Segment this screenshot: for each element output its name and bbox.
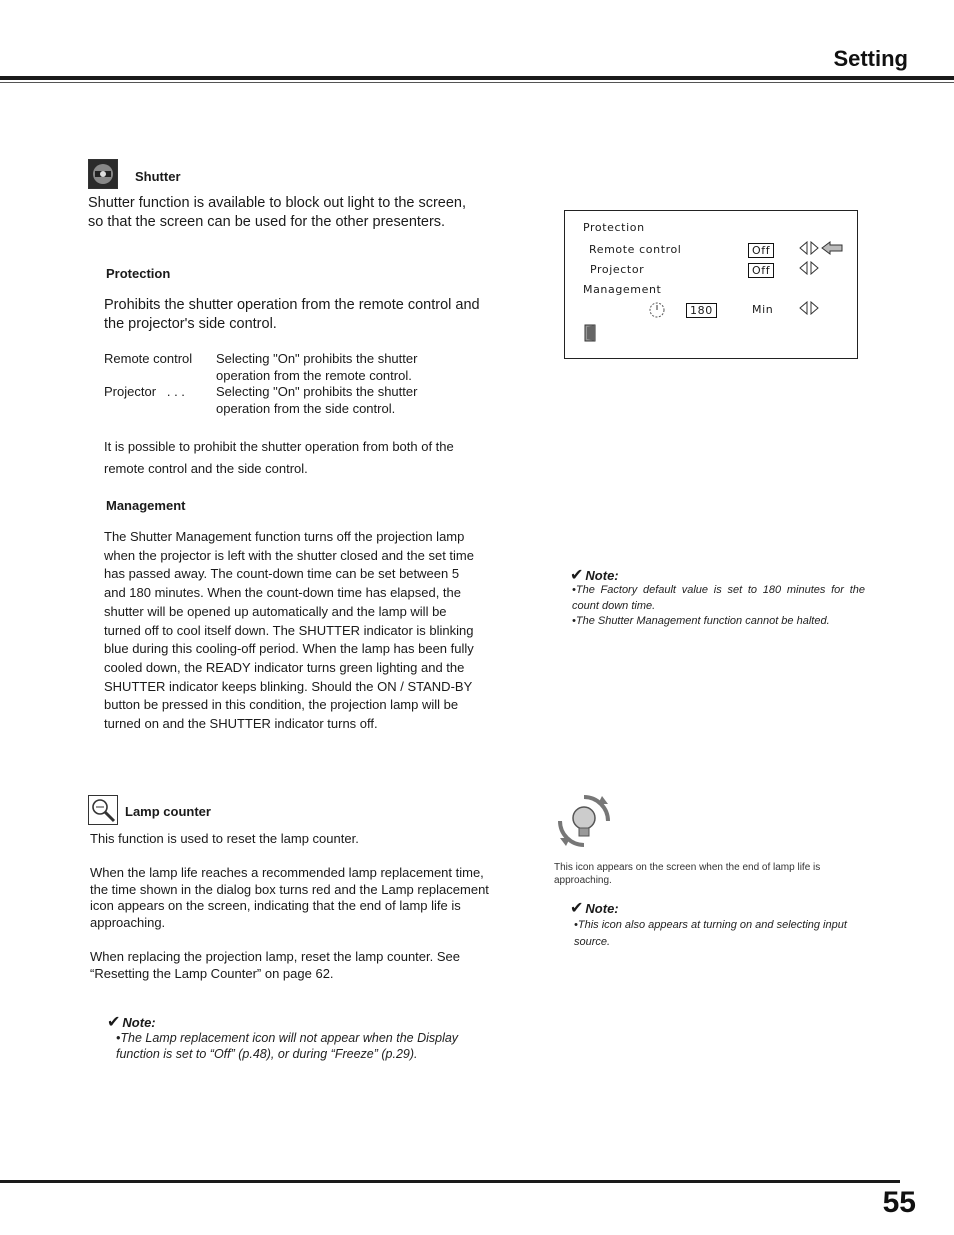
shutter-title: Shutter	[135, 169, 181, 184]
shutter-intro: Shutter function is available to block out light to the screen, so that the screen can be used for the other presenters.	[88, 195, 467, 230]
lamp-counter-icon	[88, 795, 118, 825]
lamp-icon-note-text: •This icon also appears at turning on and selecting input source.	[574, 919, 847, 948]
exit-door-icon[interactable]	[584, 324, 598, 345]
protection-item-remote-label: Remote control	[104, 351, 193, 366]
protection-item-projector-label: Projector . . .	[104, 384, 185, 399]
lamp-counter-p1: This function is used to reset the lamp counter.	[90, 831, 359, 846]
checkmark-icon: ✔	[570, 900, 584, 917]
lamp-counter-p3: When replacing the projection lamp, reset the lamp counter. See “Resetting the Lamp Counter” on page 62.	[90, 949, 460, 981]
footer-rule	[0, 1180, 900, 1183]
protection-title: Protection	[106, 266, 171, 281]
lamp-counter-title: Lamp counter	[125, 804, 211, 819]
lamp-note-heading: ✔ Note:	[107, 1014, 156, 1031]
menu-title: Protection	[583, 221, 645, 234]
menu-management-label: Management	[583, 283, 662, 296]
shutter-icon	[88, 159, 118, 189]
checkmark-icon: ✔	[570, 567, 584, 584]
menu-row-remote-value[interactable]: Off	[748, 243, 774, 258]
note-item: •The Shutter Management function cannot be halted.	[572, 615, 830, 627]
lamp-icon-note-heading: ✔ Note:	[570, 900, 619, 917]
page-number: 55	[882, 1186, 916, 1219]
menu-row-remote-label: Remote control	[589, 243, 682, 256]
lamp-icon-caption: This icon appears on the screen when the end of lamp life is approaching.	[554, 862, 821, 886]
lamp-replacement-icon	[555, 792, 613, 855]
menu-timer-value[interactable]: 180	[686, 303, 717, 318]
checkmark-icon: ✔	[107, 1014, 121, 1031]
protection-item-remote-text: Selecting "On" prohibits the shutter operation from the remote control.	[216, 351, 418, 383]
menu-row-projector-label: Projector	[590, 263, 645, 276]
lamp-counter-p2: When the lamp life reaches a recommended lamp replacement time, the time shown in the dialog box turns red and the Lamp replacement icon appears on the screen, indicating that the end of lamp life is approaching.	[90, 865, 489, 930]
menu-row-projector-value[interactable]: Off	[748, 263, 774, 278]
pointer-arrow-icon	[821, 241, 843, 258]
header-rule	[0, 76, 954, 80]
management-description: The Shutter Management function turns off the projection lamp when the projector is left with the shutter closed and the set time has passed away. The count-down time can be set between 5 and 180 minutes. When the count-down time has elapsed, the shutter will be opened up automatically and the lamp will be turned off to cool itself down. The SHUTTER indicator is blinking blue during this cooling-off period. When the lamp has been fully cooled down, the READY indicator turns green lighting and the SHUTTER indicator keeps blinking. Should the ON / STAND-BY button be pressed in this condition, the projection lamp will be turned on and the SHUTTER indicator turns off.	[104, 529, 474, 732]
note-heading: ✔ Note:	[570, 567, 619, 584]
protection-description: Prohibits the shutter operation from the remote control and the projector's side control.	[104, 297, 480, 332]
left-right-arrows-icon[interactable]	[799, 261, 819, 278]
left-right-arrows-icon[interactable]	[799, 241, 819, 258]
page-header-title: Setting	[833, 46, 908, 71]
management-title: Management	[106, 498, 186, 513]
timer-icon	[648, 301, 666, 322]
header-rule-thin	[0, 82, 954, 83]
protection-extra: It is possible to prohibit the shutter operation from both of the remote control and the side control.	[104, 439, 454, 476]
note-item: •The Factory default value is set to 180 minutes for the count down time.	[572, 584, 865, 612]
left-right-arrows-icon[interactable]	[799, 301, 819, 318]
protection-item-projector-text: Selecting "On" prohibits the shutter operation from the side control.	[216, 384, 418, 416]
menu-timer-unit: Min	[752, 303, 774, 316]
protection-menu-panel	[564, 210, 858, 359]
lamp-note-text: •The Lamp replacement icon will not appear when the Display function is set to “Off” (p.48), or during “Freeze” (p.29).	[116, 1031, 459, 1061]
